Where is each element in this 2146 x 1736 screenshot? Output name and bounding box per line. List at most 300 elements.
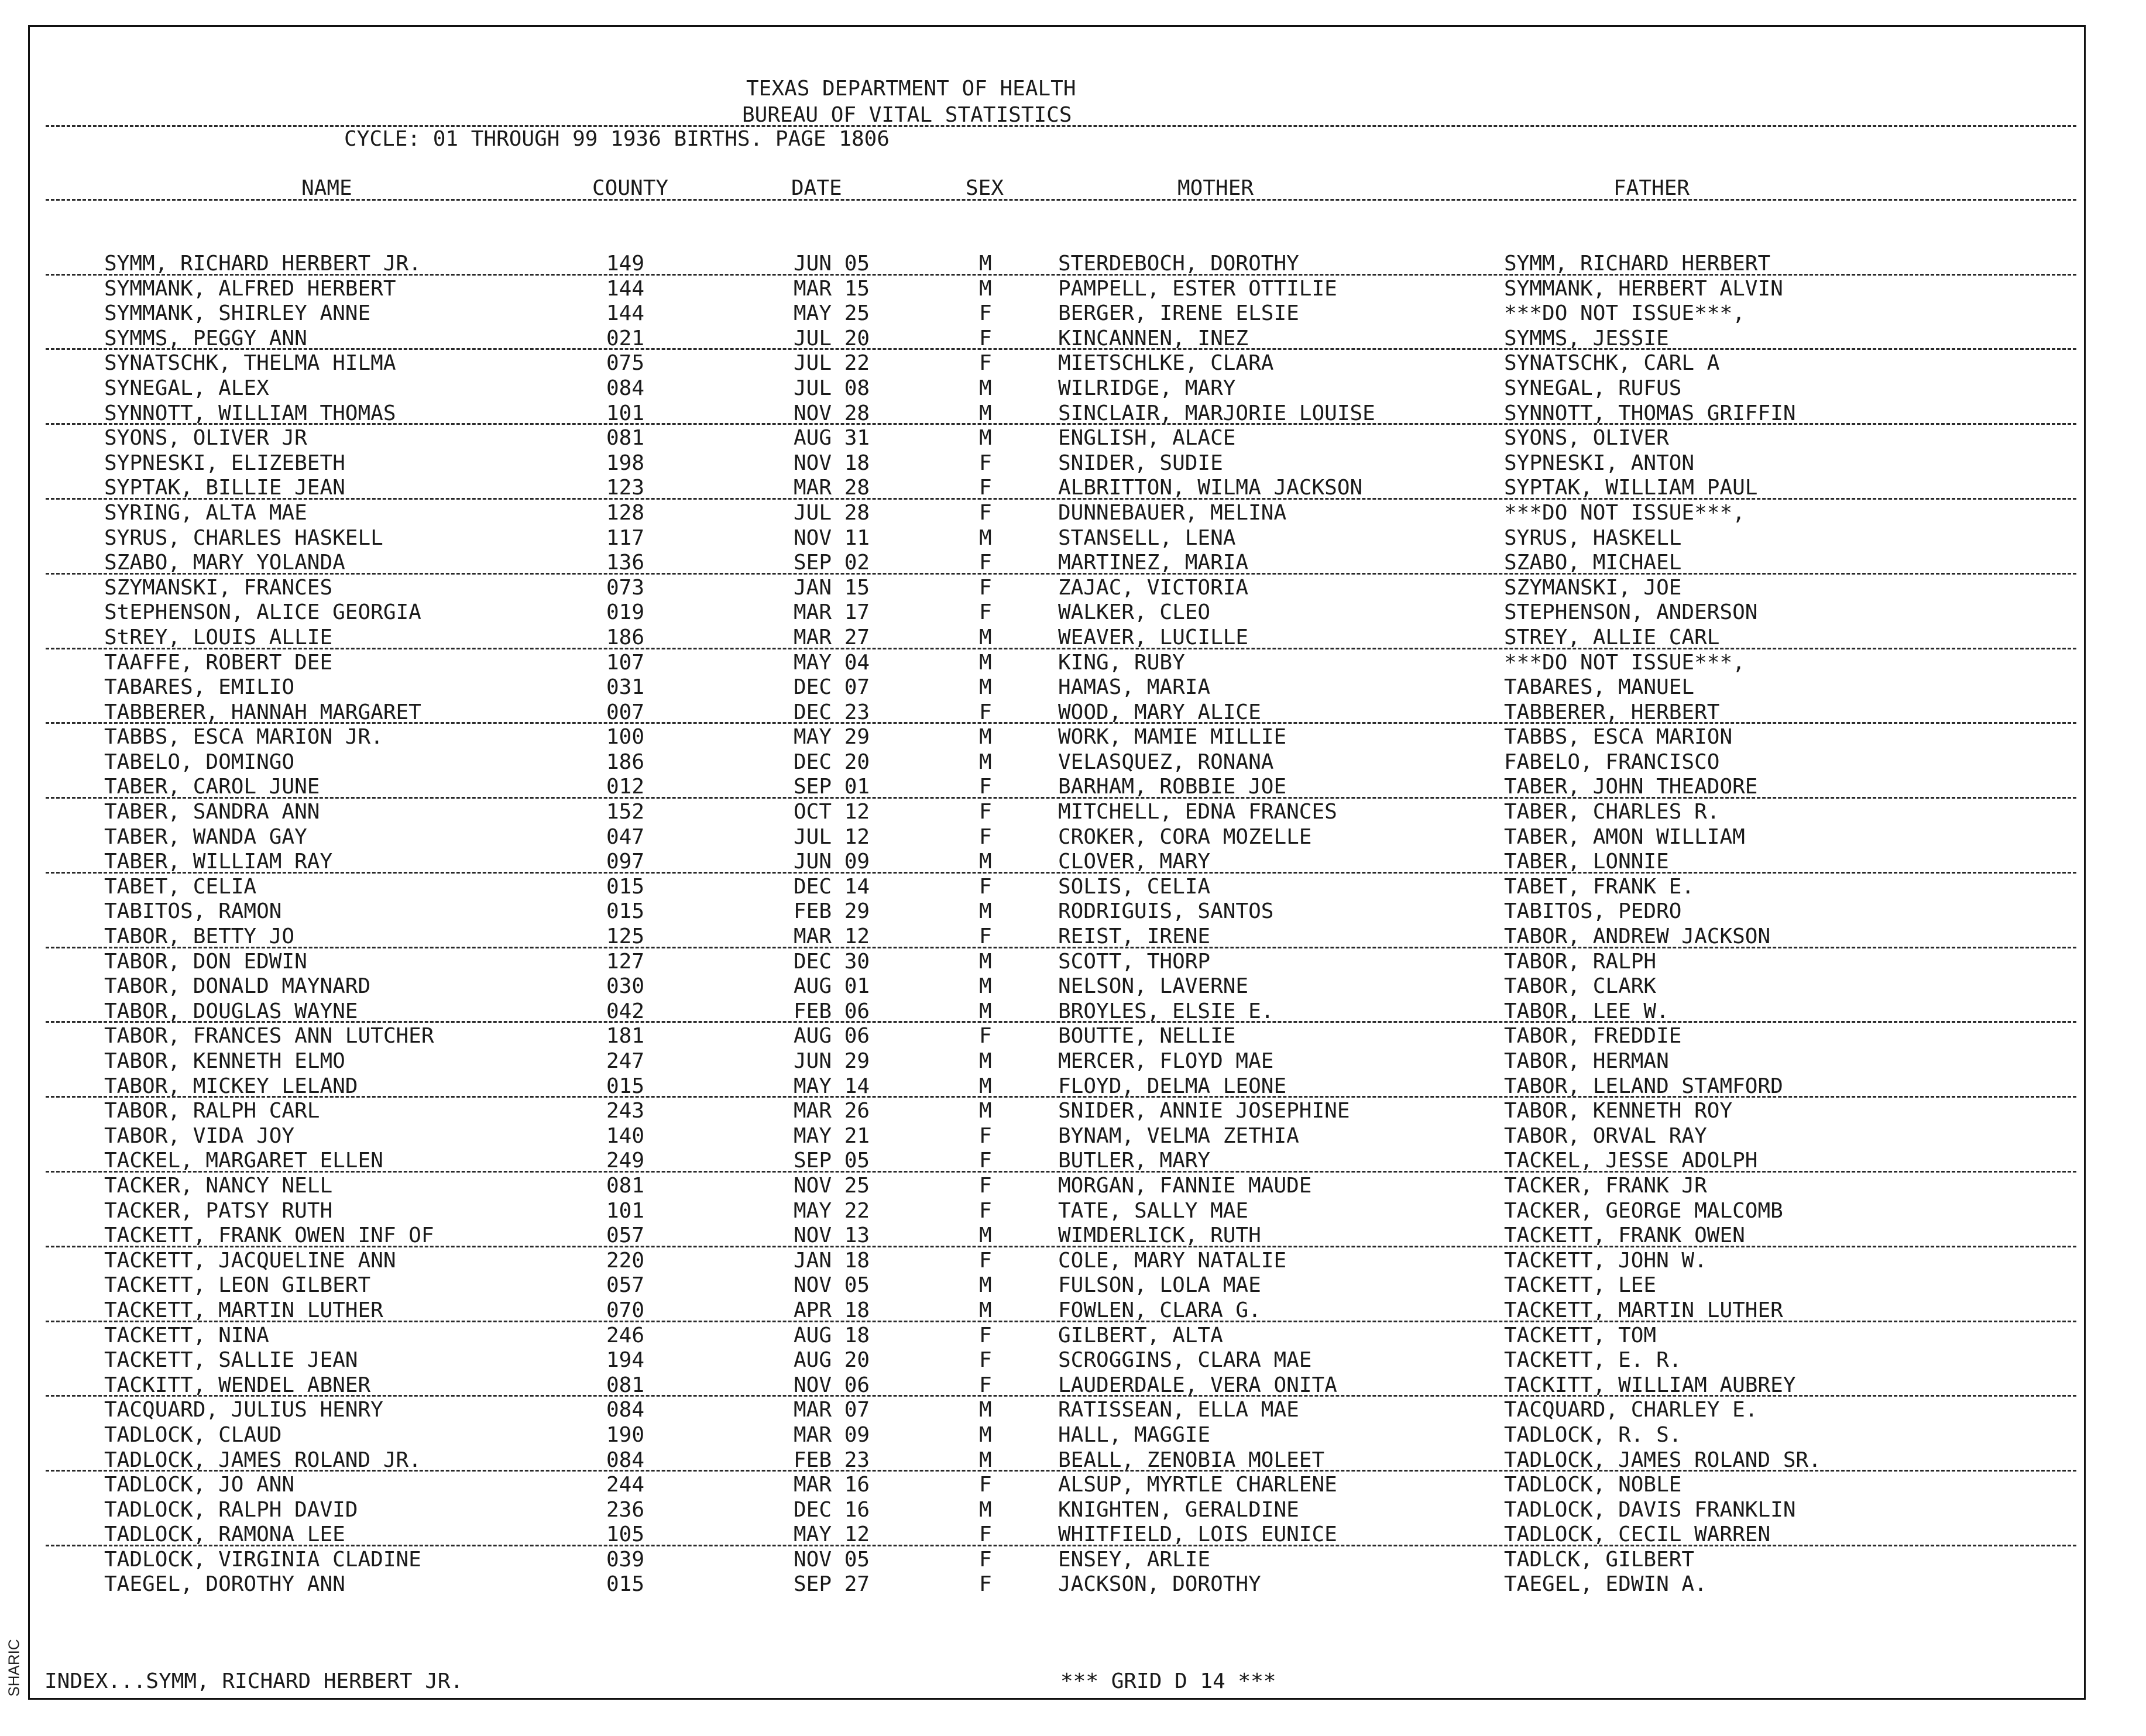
cell-name: StEPHENSON, ALICE GEORGIA [104,600,421,625]
table-row [0,1174,2146,1199]
cell-county: 128 [606,500,645,525]
cell-name: TADLOCK, JAMES ROLAND JR. [104,1448,421,1472]
cell-county: 084 [606,376,645,400]
cell-father: TABITOS, PEDRO [1504,899,1682,924]
cell-sex: M [979,1049,992,1073]
cell-father: TABER, JOHN THEADORE [1504,775,1758,799]
table-row [0,1199,2146,1224]
cell-sex: F [979,800,992,824]
cell-father: SYMMANK, HERBERT ALVIN [1504,276,1783,301]
table-row [0,950,2146,975]
cell-name: TACKETT, NINA [104,1323,269,1347]
cell-county: 246 [606,1323,645,1347]
table-row [0,1448,2146,1473]
cell-mother: BROYLES, ELSIE E. [1058,999,1274,1023]
cell-county: 149 [606,252,645,276]
cell-sex: F [979,1149,992,1173]
cell-date: MAR 15 [794,276,870,301]
cell-father: TACKETT, E. R. [1504,1348,1682,1373]
cell-date: MAR 12 [794,924,870,949]
cell-father: FABELO, FRANCISCO [1504,750,1720,774]
cell-mother: NELSON, LAVERNE [1058,974,1249,999]
cell-name: SYMMANK, SHIRLEY ANNE [104,301,371,326]
cell-date: NOV 11 [794,525,870,550]
cell-county: 057 [606,1273,645,1298]
cell-name: TABER, CAROL JUNE [104,775,320,799]
cell-county: 101 [606,1198,645,1223]
cell-mother: ZAJAC, VICTORIA [1058,575,1249,600]
cell-father: TACKEL, JESSE ADOLPH [1504,1149,1758,1173]
cell-name: SZYMANSKI, FRANCES [104,575,333,600]
cell-name: TACKEL, MARGARET ELLEN [104,1149,383,1173]
cell-mother: SINCLAIR, MARJORIE LOUISE [1058,401,1375,425]
cell-sex: M [979,949,992,974]
cell-county: 244 [606,1473,645,1497]
cell-sex: F [979,1547,992,1572]
cell-name: SYRUS, CHARLES HASKELL [104,525,383,550]
table-row [0,800,2146,825]
cell-mother: ALSUP, MYRTLE CHARLENE [1058,1473,1337,1497]
column-header-mother: MOTHER [1177,176,1254,200]
cell-date: NOV 06 [794,1373,870,1397]
cell-date: SEP 27 [794,1572,870,1597]
cell-name: TABOR, FRANCES ANN LUTCHER [104,1024,434,1049]
cell-county: 031 [606,675,645,700]
cell-date: APR 18 [794,1298,870,1322]
cell-county: 144 [606,276,645,301]
cell-name: TABOR, DONALD MAYNARD [104,974,371,999]
cell-name: TACKETT, LEON GILBERT [104,1273,371,1298]
cell-county: 107 [606,650,645,675]
cell-mother: COLE, MARY NATALIE [1058,1248,1287,1273]
cell-mother: MORGAN, FANNIE MAUDE [1058,1173,1312,1198]
cell-mother: ALBRITTON, WILMA JACKSON [1058,476,1363,500]
cell-mother: WHITFIELD, LOIS EUNICE [1058,1522,1337,1547]
cell-county: 075 [606,351,645,376]
cell-sex: F [979,1522,992,1547]
cell-name: TACKITT, WENDEL ABNER [104,1373,371,1397]
cell-county: 136 [606,551,645,575]
cell-date: OCT 12 [794,800,870,824]
table-row [0,1124,2146,1149]
cell-name: SYMMANK, ALFRED HERBERT [104,276,396,301]
cell-mother: SOLIS, CELIA [1058,874,1211,899]
cell-mother: KNIGHTEN, GERALDINE [1058,1497,1299,1522]
cell-sex: F [979,924,992,949]
cell-name: TABER, WANDA GAY [104,824,307,849]
table-row [0,451,2146,476]
column-header-date: DATE [791,176,842,200]
table-row [0,1273,2146,1298]
cell-mother: WALKER, CLEO [1058,600,1211,625]
cell-sex: M [979,525,992,550]
cell-father: TADLOCK, NOBLE [1504,1473,1682,1497]
cell-mother: STERDEBOCH, DOROTHY [1058,252,1299,276]
header-department: TEXAS DEPARTMENT OF HEALTH [746,77,1076,101]
cell-date: MAR 26 [794,1099,870,1123]
cell-mother: SCOTT, THORP [1058,949,1211,974]
cell-county: 084 [606,1448,645,1472]
cell-father: TABBERER, HERBERT [1504,700,1720,724]
cell-father: TACQUARD, CHARLEY E. [1504,1398,1758,1422]
cell-name: SYPNESKI, ELIZEBETH [104,451,345,475]
table-row [0,1473,2146,1498]
cell-date: AUG 01 [794,974,870,999]
cell-county: 081 [606,1373,645,1397]
cell-county: 021 [606,326,645,350]
column-header-father: FATHER [1613,176,1690,200]
cell-name: TABOR, DOUGLAS WAYNE [104,999,358,1023]
cell-date: NOV 13 [794,1223,870,1248]
cell-sex: F [979,1323,992,1347]
cell-sex: M [979,650,992,675]
table-row [0,252,2146,277]
footer-grid: *** GRID D 14 *** [1060,1669,1276,1693]
cell-name: TAEGEL, DOROTHY ANN [104,1572,345,1597]
cell-father: TADLOCK, JAMES ROLAND SR. [1504,1448,1821,1472]
cell-father: SYPNESKI, ANTON [1504,451,1695,475]
cell-mother: WEAVER, LUCILLE [1058,625,1249,649]
records-table [0,252,2146,1597]
cell-mother: HAMAS, MARIA [1058,675,1211,700]
cell-county: 186 [606,750,645,774]
table-row [0,1348,2146,1373]
cell-father: ***DO NOT ISSUE***, [1504,500,1745,525]
table-row [0,850,2146,875]
cell-name: TABBS, ESCA MARION JR. [104,725,383,750]
cell-father: SZABO, MICHAEL [1504,551,1682,575]
cell-father: TABOR, RALPH [1504,949,1657,974]
cell-name: SYPTAK, BILLIE JEAN [104,476,345,500]
cell-date: DEC 16 [794,1497,870,1522]
cell-date: SEP 02 [794,551,870,575]
cell-name: TADLOCK, RAMONA LEE [104,1522,345,1547]
cell-sex: F [979,1473,992,1497]
table-row [0,999,2146,1025]
cell-county: 007 [606,700,645,724]
table-row [0,625,2146,651]
cell-date: JAN 15 [794,575,870,600]
cell-county: 125 [606,924,645,949]
cell-father: TABARES, MANUEL [1504,675,1695,700]
cell-sex: M [979,899,992,924]
cell-date: MAY 29 [794,725,870,750]
cell-name: TABBERER, HANNAH MARGARET [104,700,421,724]
cell-sex: M [979,999,992,1023]
table-row [0,750,2146,775]
cell-mother: TATE, SALLY MAE [1058,1198,1249,1223]
cell-name: TABOR, DON EDWIN [104,949,307,974]
cell-name: TABOR, MICKEY LELAND [104,1074,358,1098]
cell-mother: RATISSEAN, ELLA MAE [1058,1398,1299,1422]
cell-date: MAY 12 [794,1522,870,1547]
header-divider-columns [46,199,2076,201]
table-row [0,1049,2146,1074]
table-row [0,576,2146,601]
cell-name: TADLOCK, RALPH DAVID [104,1497,358,1522]
cell-sex: M [979,401,992,425]
table-row [0,899,2146,924]
cell-mother: ENSEY, ARLIE [1058,1547,1211,1572]
cell-name: TAAFFE, ROBERT DEE [104,650,333,675]
cell-father: TABOR, FREDDIE [1504,1024,1682,1049]
cell-county: 105 [606,1522,645,1547]
cell-sex: M [979,1099,992,1123]
cell-mother: MERCER, FLOYD MAE [1058,1049,1274,1073]
cell-sex: F [979,551,992,575]
table-row [0,1498,2146,1523]
cell-date: FEB 29 [794,899,870,924]
cell-father: TABET, FRANK E. [1504,874,1695,899]
cell-mother: FULSON, LOLA MAE [1058,1273,1261,1298]
table-row [0,1398,2146,1423]
cell-date: JUN 29 [794,1049,870,1073]
cell-county: 100 [606,725,645,750]
cell-father: TABOR, CLARK [1504,974,1657,999]
cell-sex: M [979,1074,992,1098]
cell-name: TACQUARD, JULIUS HENRY [104,1398,383,1422]
cell-mother: MITCHELL, EDNA FRANCES [1058,800,1337,824]
cell-sex: F [979,775,992,799]
table-row [0,600,2146,625]
cell-mother: REIST, IRENE [1058,924,1211,949]
cell-name: TACKETT, MARTIN LUTHER [104,1298,383,1322]
cell-date: DEC 30 [794,949,870,974]
cell-father: TACKER, FRANK JR [1504,1173,1707,1198]
cell-mother: BOUTTE, NELLIE [1058,1024,1236,1049]
cell-mother: BERGER, IRENE ELSIE [1058,301,1299,326]
cell-date: NOV 05 [794,1547,870,1572]
table-row [0,501,2146,526]
cell-name: TABER, SANDRA ANN [104,800,320,824]
cell-sex: M [979,1398,992,1422]
cell-mother: WORK, MAMIE MILLIE [1058,725,1287,750]
cell-sex: F [979,451,992,475]
cell-name: TACKETT, JACQUELINE ANN [104,1248,396,1273]
cell-mother: CLOVER, MARY [1058,850,1211,874]
cell-mother: FLOYD, DELMA LEONE [1058,1074,1287,1098]
cell-sex: M [979,252,992,276]
table-row [0,725,2146,750]
cell-father: TADLOCK, CECIL WARREN [1504,1522,1771,1547]
cell-mother: BARHAM, ROBBIE JOE [1058,775,1287,799]
cell-name: TADLOCK, CLAUD [104,1422,282,1447]
table-row [0,924,2146,950]
cell-father: TACKETT, JOHN W. [1504,1248,1707,1273]
table-row [0,1099,2146,1124]
cell-county: 039 [606,1547,645,1572]
cell-name: SYMM, RICHARD HERBERT JR. [104,252,421,276]
table-row [0,426,2146,451]
cell-father: TADLCK, GILBERT [1504,1547,1695,1572]
table-row [0,277,2146,302]
table-row [0,1522,2146,1548]
column-header-name: NAME [301,176,352,200]
cell-mother: SNIDER, ANNIE JOSEPHINE [1058,1099,1350,1123]
cell-county: 190 [606,1422,645,1447]
cell-mother: CROKER, CORA MOZELLE [1058,824,1312,849]
cell-date: NOV 25 [794,1173,870,1198]
cell-county: 042 [606,999,645,1023]
cell-date: FEB 06 [794,999,870,1023]
cell-sex: F [979,326,992,350]
cell-county: 015 [606,1572,645,1597]
cell-county: 186 [606,625,645,649]
cell-father: SZYMANSKI, JOE [1504,575,1682,600]
cell-sex: F [979,1173,992,1198]
cell-mother: PAMPELL, ESTER OTTILIE [1058,276,1337,301]
cell-name: TADLOCK, JO ANN [104,1473,295,1497]
cell-father: TABOR, ANDREW JACKSON [1504,924,1771,949]
table-row [0,476,2146,501]
cell-county: 181 [606,1024,645,1049]
footer-index: INDEX...SYMM, RICHARD HERBERT JR. [44,1669,463,1693]
cell-name: TADLOCK, VIRGINIA CLADINE [104,1547,421,1572]
cell-sex: F [979,1024,992,1049]
cell-sex: M [979,1422,992,1447]
header-cycle: CYCLE: 01 THROUGH 99 1936 BIRTHS. PAGE 1806 [344,127,890,151]
cell-sex: M [979,625,992,649]
cell-father: SYNATSCHK, CARL A [1504,351,1720,376]
cell-county: 198 [606,451,645,475]
cell-sex: F [979,476,992,500]
cell-county: 047 [606,824,645,849]
cell-date: JUN 09 [794,850,870,874]
table-row [0,401,2146,427]
cell-name: TACKER, NANCY NELL [104,1173,333,1198]
cell-county: 127 [606,949,645,974]
cell-name: TABOR, VIDA JOY [104,1123,295,1148]
cell-father: TADLOCK, DAVIS FRANKLIN [1504,1497,1796,1522]
cell-date: MAY 14 [794,1074,870,1098]
cell-sex: F [979,351,992,376]
cell-father: SYNNOTT, THOMAS GRIFFIN [1504,401,1796,425]
table-row [0,875,2146,900]
table-row [0,775,2146,800]
cell-date: MAY 22 [794,1198,870,1223]
cell-mother: GILBERT, ALTA [1058,1323,1223,1347]
cell-date: DEC 20 [794,750,870,774]
cell-county: 152 [606,800,645,824]
cell-county: 057 [606,1223,645,1248]
cell-county: 019 [606,600,645,625]
cell-father: STREY, ALLIE CARL [1504,625,1720,649]
table-row [0,651,2146,676]
cell-mother: SCROGGINS, CLARA MAE [1058,1348,1312,1373]
cell-father: TABOR, LELAND STAMFORD [1504,1074,1783,1098]
cell-date: AUG 20 [794,1348,870,1373]
cell-name: SYRING, ALTA MAE [104,500,307,525]
cell-sex: F [979,575,992,600]
cell-date: NOV 05 [794,1273,870,1298]
cell-date: AUG 18 [794,1323,870,1347]
cell-mother: BYNAM, VELMA ZETHIA [1058,1123,1299,1148]
cell-date: JUN 05 [794,252,870,276]
cell-date: MAR 27 [794,625,870,649]
cell-father: ***DO NOT ISSUE***, [1504,650,1745,675]
cell-sex: M [979,1273,992,1298]
cell-mother: RODRIGUIS, SANTOS [1058,899,1274,924]
cell-county: 117 [606,525,645,550]
cell-mother: SNIDER, SUDIE [1058,451,1223,475]
table-row [0,526,2146,551]
cell-name: TACKER, PATSY RUTH [104,1198,333,1223]
cell-name: SYNATSCHK, THELMA HILMA [104,351,396,376]
cell-father: TACKETT, TOM [1504,1323,1657,1347]
cell-sex: F [979,1123,992,1148]
cell-county: 012 [606,775,645,799]
cell-father: TABOR, KENNETH ROY [1504,1099,1733,1123]
table-row [0,301,2146,326]
cell-father: TACKETT, FRANK OWEN [1504,1223,1745,1248]
cell-date: SEP 05 [794,1149,870,1173]
cell-sex: M [979,1223,992,1248]
cell-date: AUG 06 [794,1024,870,1049]
cell-date: MAR 09 [794,1422,870,1447]
column-header-county: COUNTY [592,176,669,200]
cell-date: MAY 25 [794,301,870,326]
cell-father: SYMMS, JESSIE [1504,326,1669,350]
cell-date: JAN 18 [794,1248,870,1273]
cell-name: TABITOS, RAMON [104,899,282,924]
cell-date: MAY 21 [794,1123,870,1148]
cell-county: 101 [606,401,645,425]
table-row [0,1373,2146,1398]
cell-county: 220 [606,1248,645,1273]
cell-date: AUG 31 [794,426,870,451]
cell-county: 247 [606,1049,645,1073]
cell-name: SZABO, MARY YOLANDA [104,551,345,575]
cell-mother: MIETSCHLKE, CLARA [1058,351,1274,376]
cell-father: TACKETT, MARTIN LUTHER [1504,1298,1783,1322]
cell-date: MAR 16 [794,1473,870,1497]
table-row [0,1024,2146,1049]
cell-sex: F [979,1198,992,1223]
cell-county: 236 [606,1497,645,1522]
cell-date: JUL 08 [794,376,870,400]
side-tag: SHARIC [5,1638,23,1697]
cell-sex: F [979,824,992,849]
cell-sex: M [979,675,992,700]
cell-father: TADLOCK, R. S. [1504,1422,1682,1447]
cell-date: JUL 28 [794,500,870,525]
cell-date: MAR 07 [794,1398,870,1422]
cell-father: TABBS, ESCA MARION [1504,725,1733,750]
table-row [0,1223,2146,1249]
cell-name: SYNNOTT, WILLIAM THOMAS [104,401,396,425]
cell-sex: M [979,376,992,400]
cell-name: SYMMS, PEGGY ANN [104,326,307,350]
cell-county: 194 [606,1348,645,1373]
cell-father: TACKETT, LEE [1504,1273,1657,1298]
cell-father: TABER, AMON WILLIAM [1504,824,1745,849]
cell-county: 030 [606,974,645,999]
table-row [0,1149,2146,1174]
cell-father: TABER, LONNIE [1504,850,1669,874]
cell-date: SEP 01 [794,775,870,799]
cell-date: JUL 20 [794,326,870,350]
table-row [0,700,2146,726]
cell-county: 073 [606,575,645,600]
cell-mother: HALL, MAGGIE [1058,1422,1211,1447]
cell-county: 097 [606,850,645,874]
cell-sex: M [979,276,992,301]
table-row [0,351,2146,376]
cell-county: 081 [606,1173,645,1198]
cell-date: DEC 14 [794,874,870,899]
cell-name: TABELO, DOMINGO [104,750,295,774]
cell-sex: F [979,1348,992,1373]
